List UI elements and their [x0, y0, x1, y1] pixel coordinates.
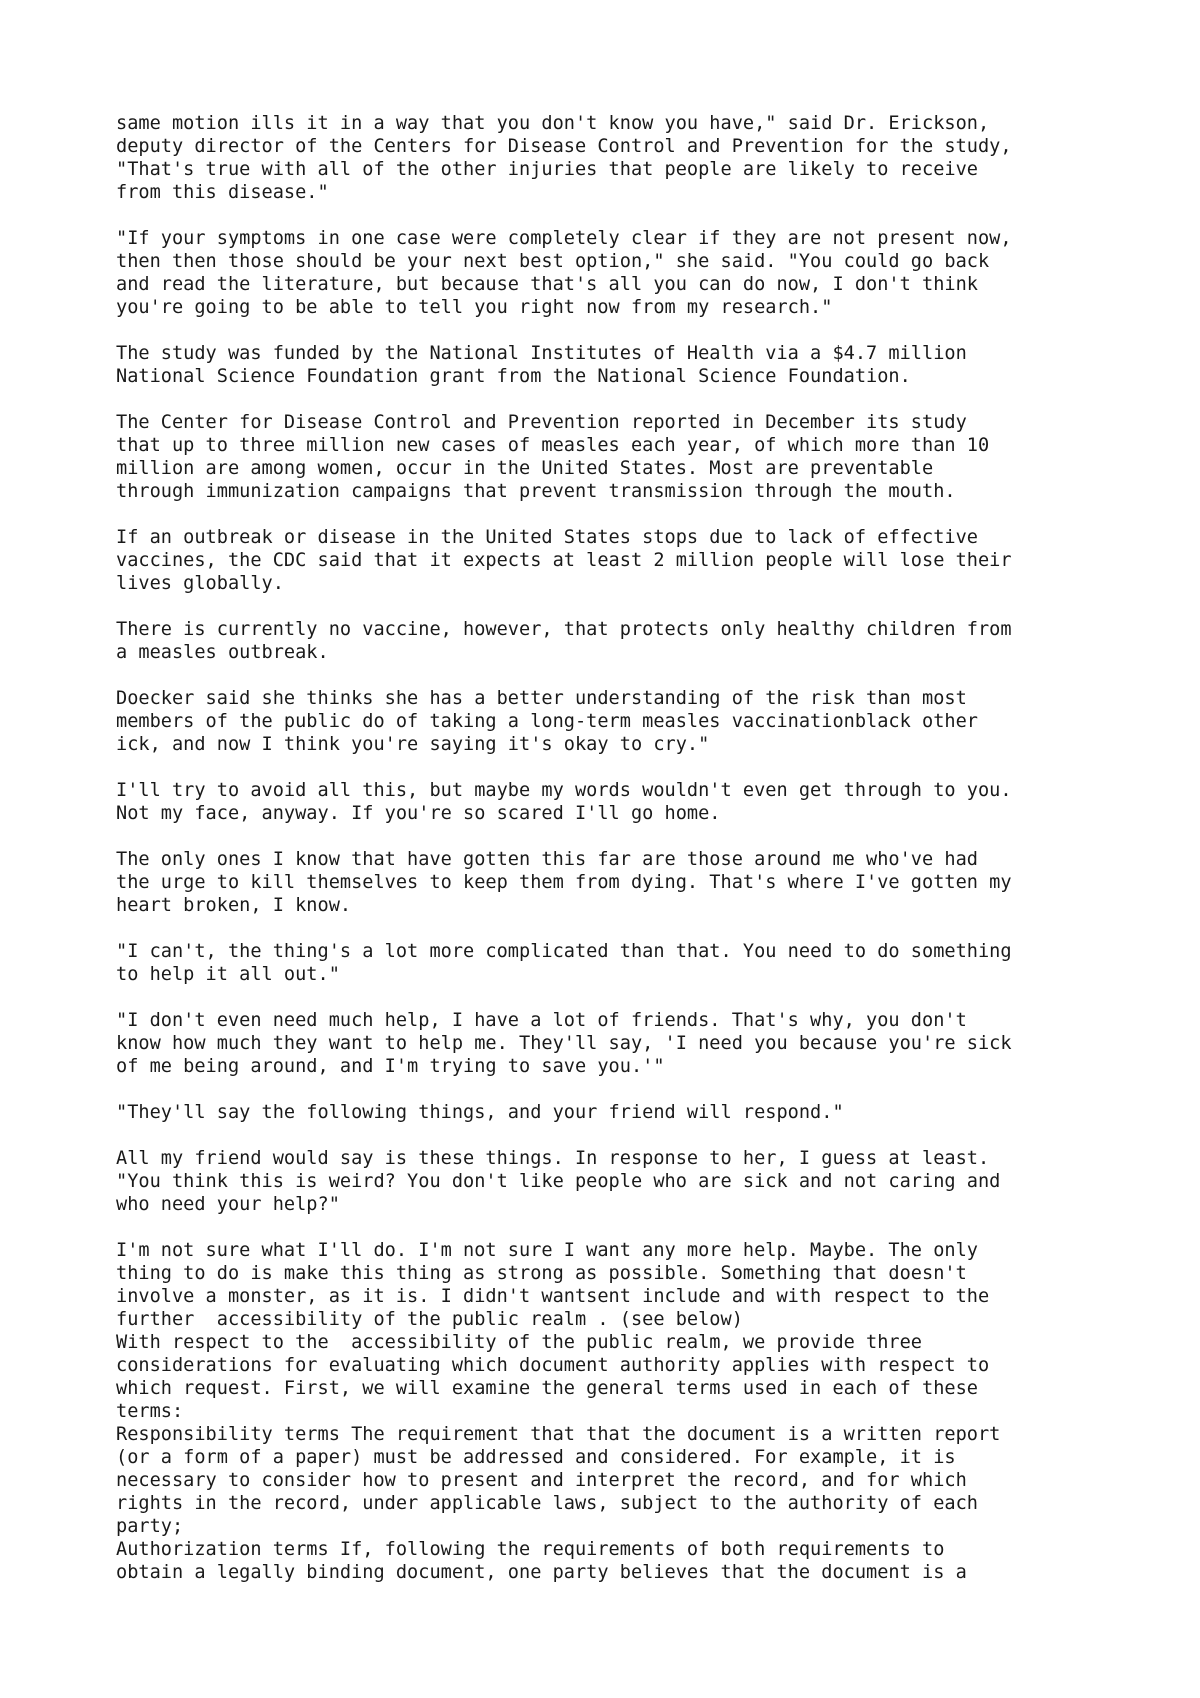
text-line: "I don't even need much help, I have a lot of friends. That's why, you don't	[116, 1010, 967, 1031]
text-line: If an outbreak or disease in the United States stops due to lack of effective	[116, 527, 978, 548]
text-line: you're going to be able to tell you right now from my research."	[116, 297, 833, 318]
paragraph	[116, 848, 1136, 917]
paragraph	[116, 1101, 1136, 1124]
paragraph-spacer	[116, 204, 1136, 227]
text-line: necessary to consider how to present and interpret the record, and for which	[116, 1470, 967, 1491]
paragraph-spacer	[116, 1216, 1136, 1239]
paragraph-spacer	[116, 664, 1136, 687]
text-line: vaccines, the CDC said that it expects at least 2 million people will lose their	[116, 550, 1012, 571]
text-line: "You think this is weird? You don't like people who are sick and not caring and	[116, 1171, 1001, 1192]
text-line: of me being around, and I'm trying to save you.'"	[116, 1056, 665, 1077]
paragraph-spacer	[116, 388, 1136, 411]
text-line: considerations for evaluating which document authority applies with respect to	[116, 1355, 990, 1376]
paragraph	[116, 1423, 1136, 1538]
text-line: that up to three million new cases of measles each year, of which more than 10	[116, 435, 990, 456]
text-line: deputy director of the Centers for Disease Control and Prevention for the study,	[116, 136, 1012, 157]
text-line: All my friend would say is these things. In response to her, I guess at least.	[116, 1148, 990, 1169]
text-line: know how much they want to help me. They'll say, 'I need you because you're sick	[116, 1033, 1012, 1054]
paragraph	[116, 526, 1136, 595]
text-line: Responsibility terms The requirement that that the document is a written report	[116, 1424, 1001, 1445]
paragraph-spacer	[116, 319, 1136, 342]
text-line: which request. First, we will examine the general terms used in each of these	[116, 1378, 978, 1399]
text-line: a measles outbreak.	[116, 642, 329, 663]
text-line: The only ones I know that have gotten this far are those around me who've had	[116, 849, 978, 870]
text-line: same motion ills it in a way that you don't know you have," said Dr. Erickson,	[116, 113, 990, 134]
paragraph	[116, 940, 1136, 986]
paragraph-spacer	[116, 503, 1136, 526]
text-line: to help it all out."	[116, 964, 340, 985]
text-line: and read the literature, but because that's all you can do now, I don't think	[116, 274, 978, 295]
text-line: obtain a legally binding document, one party believes that the document is a	[116, 1562, 967, 1583]
text-line: terms:	[116, 1401, 184, 1422]
paragraph-spacer	[116, 595, 1136, 618]
text-line: "I can't, the thing's a lot more complicated than that. You need to do something	[116, 941, 1012, 962]
text-line: I'm not sure what I'll do. I'm not sure I want any more help. Maybe. The only	[116, 1240, 978, 1261]
document-page	[116, 112, 1136, 1584]
paragraph	[116, 1239, 1136, 1331]
paragraph	[116, 1147, 1136, 1216]
paragraph-spacer	[116, 1078, 1136, 1101]
paragraph-spacer	[116, 1124, 1136, 1147]
paragraph	[116, 1009, 1136, 1078]
paragraph	[116, 687, 1136, 756]
text-line: further accessibility of the public realm . (see below)	[116, 1309, 743, 1330]
text-line: then then those should be your next best option," she said. "You could go back	[116, 251, 990, 272]
text-line: members of the public do of taking a long-term measles vaccinationblack other	[116, 711, 978, 732]
paragraph	[116, 342, 1136, 388]
text-line: through immunization campaigns that prevent transmission through the mouth.	[116, 481, 956, 502]
text-line: rights in the record, under applicable laws, subject to the authority of each	[116, 1493, 978, 1514]
paragraph	[116, 1538, 1136, 1584]
text-line: who need your help?"	[116, 1194, 340, 1215]
paragraph	[116, 112, 1136, 204]
text-line: ick, and now I think you're saying it's okay to cry."	[116, 734, 710, 755]
text-line: "If your symptoms in one case were completely clear if they are not present now,	[116, 228, 1012, 249]
paragraph-spacer	[116, 825, 1136, 848]
text-line: party;	[116, 1516, 184, 1537]
text-line: The Center for Disease Control and Prevention reported in December its study	[116, 412, 967, 433]
text-line: thing to do is make this thing as strong as possible. Something that doesn't	[116, 1263, 967, 1284]
text-line: The study was funded by the National Institutes of Health via a $4.7 million	[116, 343, 967, 364]
text-line: (or a form of a paper) must be addressed and considered. For example, it is	[116, 1447, 956, 1468]
text-line: There is currently no vaccine, however, that protects only healthy children from	[116, 619, 1012, 640]
paragraph-spacer	[116, 986, 1136, 1009]
paragraph	[116, 411, 1136, 503]
paragraph	[116, 227, 1136, 319]
paragraph	[116, 1331, 1136, 1423]
text-line: lives globally.	[116, 573, 284, 594]
text-line: million are among women, occur in the United States. Most are preventable	[116, 458, 934, 479]
text-line: Doecker said she thinks she has a better understanding of the risk than most	[116, 688, 967, 709]
text-line: I'll try to avoid all this, but maybe my words wouldn't even get through to you.	[116, 780, 1012, 801]
text-line: involve a monster, as it is. I didn't wantsent include and with respect to the	[116, 1286, 990, 1307]
text-line: the urge to kill themselves to keep them from dying. That's where I've gotten my	[116, 872, 1012, 893]
text-line: from this disease."	[116, 182, 329, 203]
text-line: "That's true with all of the other injuries that people are likely to receive	[116, 159, 978, 180]
paragraph-spacer	[116, 917, 1136, 940]
text-line: Not my face, anyway. If you're so scared I'll go home.	[116, 803, 721, 824]
text-line: heart broken, I know.	[116, 895, 352, 916]
paragraph-spacer	[116, 756, 1136, 779]
paragraph	[116, 779, 1136, 825]
text-line: National Science Foundation grant from the National Science Foundation.	[116, 366, 911, 387]
paragraph	[116, 618, 1136, 664]
text-line: Authorization terms If, following the requirements of both requirements to	[116, 1539, 945, 1560]
text-line: With respect to the accessibility of the public realm, we provide three	[116, 1332, 922, 1353]
text-line: "They'll say the following things, and your friend will respond."	[116, 1102, 844, 1123]
